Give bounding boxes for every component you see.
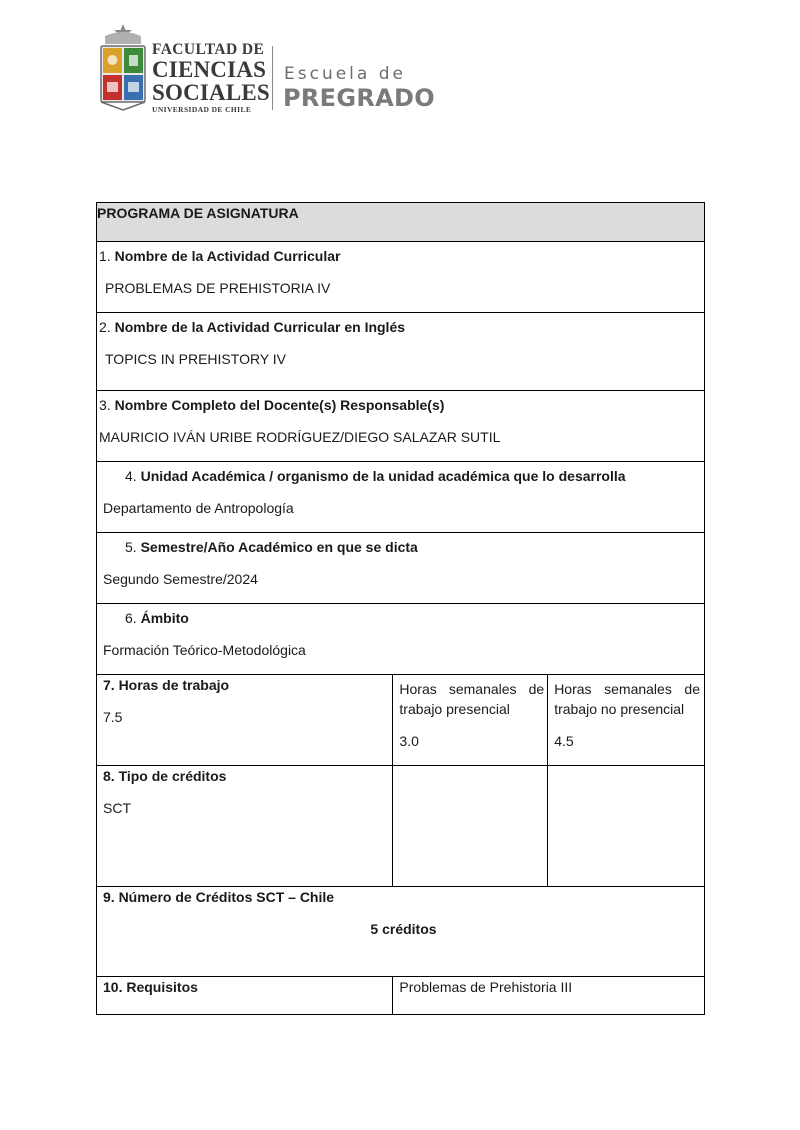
- school-line1: Escuela de: [284, 64, 406, 84]
- field-value: MAURICIO IVÁN URIBE RODRÍGUEZ/DIEGO SALAZAR SUTIL: [99, 429, 501, 445]
- field-value: TOPICS IN PREHISTORY IV: [105, 351, 287, 367]
- field-number: 1.: [99, 248, 111, 264]
- requisites-row: [97, 977, 705, 1015]
- field-row: [97, 462, 705, 533]
- requisites-value: Problemas de Prehistoria III: [399, 979, 573, 995]
- field-number: 5.: [125, 539, 137, 555]
- hours-presencial-value: 3.0: [399, 733, 419, 749]
- field-value: Segundo Semestre/2024: [103, 571, 258, 587]
- field-value: Departamento de Antropología: [103, 500, 294, 516]
- field-number: 3.: [99, 397, 111, 413]
- hours-label: 7. Horas de trabajo: [103, 677, 230, 693]
- field-label: Nombre de la Actividad Curricular en Inglés: [114, 319, 406, 335]
- field-label: Unidad Académica / organismo de la unidad académica que lo desarrolla: [140, 468, 626, 484]
- hours-total: 7.5: [103, 709, 123, 725]
- credit-number-row: [97, 887, 705, 977]
- form-title: PROGRAMA DE ASIGNATURA: [97, 205, 299, 221]
- hours-no-presencial-label: Horas semanales de: [554, 681, 700, 697]
- logo-divider: [272, 46, 273, 110]
- field-label: Nombre Completo del Docente(s) Responsable(s): [114, 397, 445, 413]
- field-label: Ámbito: [140, 610, 189, 626]
- field-label: Nombre de la Actividad Curricular: [114, 248, 341, 264]
- empty-cell: [548, 766, 705, 887]
- requisites-label: 10. Requisitos: [103, 979, 198, 995]
- faculty-line3: SOCIALES: [152, 80, 270, 105]
- credit-type-value: SCT: [103, 800, 131, 816]
- field-row: [97, 242, 705, 313]
- field-value: PROBLEMAS DE PREHISTORIA IV: [105, 280, 331, 296]
- university-shield-icon: [96, 22, 150, 112]
- university-name: UNIVERSIDAD DE CHILE: [152, 105, 252, 114]
- hours-no-presencial-value: 4.5: [554, 733, 574, 749]
- field-row: [97, 313, 705, 391]
- program-form-table: [96, 202, 705, 1015]
- hours-presencial-label-2: trabajo presencial: [399, 701, 510, 717]
- field-number: 4.: [125, 468, 137, 484]
- credit-number-value: 5 créditos: [370, 921, 437, 937]
- hours-no-presencial-label-2: trabajo no presencial: [554, 701, 685, 717]
- empty-cell: [393, 766, 548, 887]
- field-row: [97, 604, 705, 675]
- faculty-line2: CIENCIAS: [152, 57, 267, 82]
- field-label: Semestre/Año Académico en que se dicta: [140, 539, 418, 555]
- hours-presencial-label: Horas semanales de: [399, 681, 545, 697]
- credit-type-label: 8. Tipo de créditos: [103, 768, 227, 784]
- faculty-logo: [96, 22, 436, 114]
- credit-number-label: 9. Número de Créditos SCT – Chile: [103, 889, 335, 905]
- field-number: 6.: [125, 610, 137, 626]
- school-line2: PREGRADO: [283, 84, 435, 112]
- field-row: [97, 533, 705, 604]
- form-title-row: [97, 203, 705, 242]
- field-row: [97, 391, 705, 462]
- field-value: Formación Teórico-Metodológica: [103, 642, 306, 658]
- credit-type-row: [97, 766, 705, 887]
- field-number: 2.: [99, 319, 111, 335]
- hours-row: [97, 675, 705, 766]
- faculty-line1: FACULTAD DE: [152, 41, 265, 58]
